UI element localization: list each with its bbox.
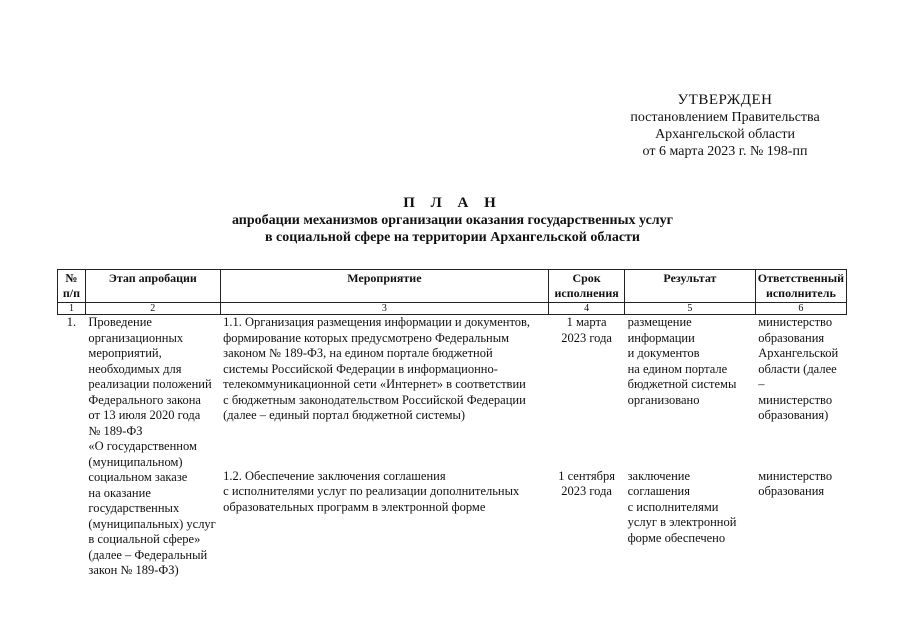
event-line: законом № 189-ФЗ, на едином портале бюджетной [223,346,493,360]
stage-line: Федерального закона [88,392,201,407]
stage-line: государственных [88,501,180,515]
approval-line-3: Архангельской области [655,127,795,142]
event-line: телекоммуникационной сети «Интернет» в соответствии [223,377,526,391]
responsible-line: министерство [758,468,833,483]
column-number-row [58,303,847,315]
result-line: форме обеспечено [627,530,726,545]
responsible-line: Архангельской [758,346,839,360]
header-number-line-2: п/п [62,286,81,300]
table-row [58,315,847,469]
stage-line: реализации положений [88,377,212,391]
stage-cell [85,315,220,579]
term-cell-1-1 [549,315,625,469]
plan-subtitle-line-1: апробации механизмов организации оказания государственных услуг [231,213,673,228]
stage-line: «О государственном [88,439,197,453]
header-event: Мероприятие [220,270,549,303]
term-line: 2023 года [561,484,612,499]
stage-line: (муниципальном) [88,454,183,469]
term-line: 1 марта [566,315,607,329]
responsible-cell-1-1 [755,315,846,469]
event-line: 1.2. Обеспечение заключения соглашения [223,468,446,483]
event-line: (далее – единый портал бюджетной системы) [223,408,466,422]
stage-line: на оказание [88,485,151,500]
responsible-line: министерство [758,392,833,407]
result-line: размещение [627,315,692,329]
result-line: бюджетной системы [627,377,737,391]
result-line: соглашения [627,484,690,499]
row-number: 1. [66,315,77,329]
responsible-line: образования) [758,408,829,422]
event-line: системы Российской Федерации в информационно- [223,361,498,376]
responsible-line: министерство [758,315,833,329]
result-line: на едином портале [627,361,728,376]
header-stage: Этап апробации [85,270,220,303]
header-result: Результат [625,270,756,303]
event-line: образовательных программ в электронной форме [223,499,486,514]
responsible-line: области (далее – [758,361,837,391]
header-responsible-line-1: Ответственный [757,271,844,285]
stage-line: № 189-ФЗ [88,423,143,438]
plan-table [57,269,847,579]
plan-title: П Л А Н [403,195,502,211]
term-line: 2023 года [561,330,612,345]
responsible-line: образования [758,330,825,345]
event-line: с бюджетным законодательством Российской Федерации [223,392,526,407]
event-line: 1.1. Организация размещения информации и документов, [223,315,531,329]
stage-line: Проведение [88,315,152,329]
document-heading [0,195,905,246]
column-number: 4 [549,303,625,315]
result-cell-1-2 [625,469,756,579]
stage-line: организационных [88,330,184,345]
stage-line: социальном заказе [88,470,188,484]
event-line: с исполнителями услуг по реализации дополнительных [223,484,520,499]
result-cell-1-1 [625,315,756,469]
stage-line: от 13 июля 2020 года [88,408,201,422]
header-responsible-line-2: исполнитель [765,286,836,300]
header-number [58,270,86,303]
stage-line: мероприятий, [88,346,162,360]
term-line: 1 сентября [558,468,615,483]
column-number: 3 [220,303,549,315]
event-cell-1-1 [220,315,549,469]
result-line: организовано [627,392,700,407]
responsible-cell-1-2 [755,469,846,579]
table-header-row [58,270,847,303]
stage-line: необходимых для [88,361,182,376]
responsible-line: образования [758,484,825,499]
result-line: информации [627,330,695,345]
stage-line: (муниципальных) услуг [88,516,216,531]
event-cell-1-2 [220,469,549,579]
column-number: 2 [85,303,220,315]
header-term-line-1: Срок [572,271,601,285]
column-number: 6 [755,303,846,315]
header-term [549,270,625,303]
header-responsible [755,270,846,303]
approval-line-2: постановлением Правительства [630,110,820,125]
result-line: услуг в электронной [627,515,737,530]
approval-line-4: от 6 марта 2023 г. № 198-пп [642,144,808,159]
column-number: 1 [58,303,86,315]
term-cell-1-2 [549,469,625,579]
plan-subtitle-line-2: в социальной сфере на территории Архангельской области [264,230,640,245]
approval-title: УТВЕРЖДЕН [677,92,773,108]
header-number-line-1: № [65,271,78,285]
stage-line: закон № 189-ФЗ) [88,563,179,577]
event-line: формирование которых предусмотрено Федеральным [223,330,510,345]
column-number: 5 [625,303,756,315]
result-line: заключение [627,468,690,483]
result-line: и документов [627,346,700,360]
result-line: с исполнителями [627,499,719,514]
header-term-line-2: исполнения [554,286,619,300]
stage-line: (далее – Федеральный [88,547,208,562]
approval-stamp [600,92,850,160]
stage-line: в социальной сфере» [88,532,201,546]
